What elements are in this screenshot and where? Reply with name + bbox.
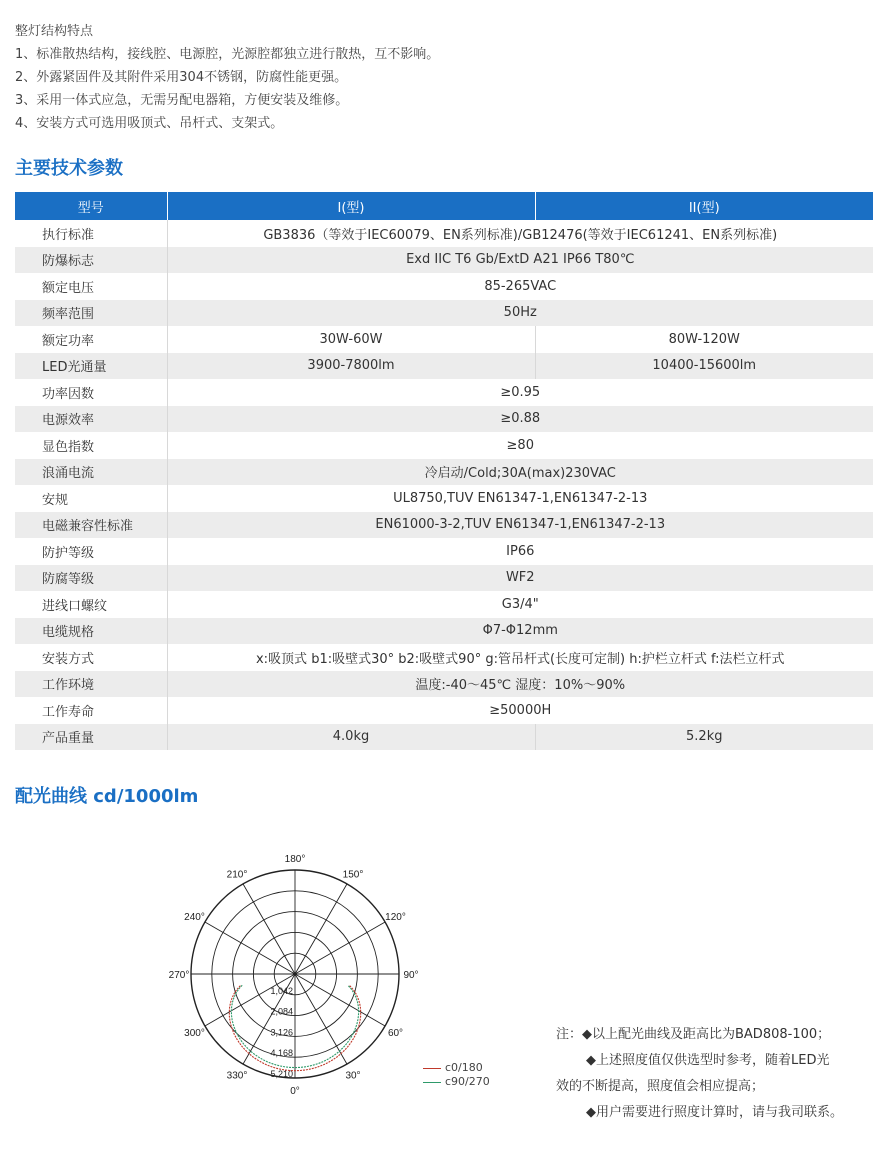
spec-label: 防护等级 [15,538,167,565]
spec-value: Φ7-Φ12mm [167,618,873,645]
spec-value: 50Hz [167,300,873,327]
radial-tick-label: 2,084 [270,1006,293,1017]
spec-label: 电磁兼容性标准 [15,512,167,539]
spec-row [15,326,873,353]
radial-tick-label: 3,126 [270,1027,293,1038]
spec-value: 85-265VAC [484,278,557,294]
spec-value: 冷启动/Cold;30A(max)230VAC [167,459,873,486]
spec-row [15,247,873,274]
spec-row [15,300,873,327]
spec-row [15,538,873,565]
spec-label: 防腐等级 [15,565,167,592]
legend-item-c90 [423,1075,490,1089]
spec-value: 4.0kg [167,724,535,751]
spec-label: 额定功率 [15,326,167,353]
spec-label: 功率因数 [15,379,167,406]
spec-value: Exd IIC T6 Gb/ExtD A21 IP66 T80℃ [167,247,873,274]
spec-label: 电源效率 [15,406,167,433]
polar-spoke [295,974,385,1026]
spec-row [15,432,873,459]
spec-value: IP66 [506,543,535,559]
spec-value: GB3836（等效于IEC60079、EN系列标准)/GB12476(等效于IEC61241、EN系列标准) [263,227,778,243]
spec-row [15,591,873,618]
spec-row [15,406,873,433]
spec-value: ≥80 [506,437,534,453]
spec-label: 进线口螺纹 [15,591,167,618]
spec-value: 5.2kg [535,724,873,751]
spec-row [15,671,873,698]
spec-header-row [15,192,873,220]
note-line: ◆上述照度值仅供选型时参考，随着LED光 [586,1053,830,1068]
spec-row [15,353,873,380]
specs-heading: 主要技术参数 [15,158,123,179]
spec-value: ≥0.95 [500,384,541,400]
polar-spoke [243,884,295,974]
spec-value: 3900-7800lm [167,353,535,380]
legend-item-c0 [423,1061,490,1075]
legend-label: c0/180 [445,1061,483,1074]
angle-tick-label: 300° [184,1028,205,1039]
legend-swatch [423,1068,441,1069]
polar-spoke [205,922,295,974]
spec-value: EN61000-3-2,TUV EN61347-1,EN61347-2-13 [167,512,873,539]
spec-row [15,220,873,247]
radial-tick-label: 1,042 [270,985,293,996]
angle-tick-label: 150° [342,869,364,881]
spec-label: 执行标准 [15,220,167,247]
spec-row [15,724,873,751]
spec-row [15,379,873,406]
angle-tick-label: 330° [226,1070,248,1082]
radial-tick-label: 5,210 [270,1069,293,1079]
spec-label: 电缆规格 [15,618,167,645]
spec-table [15,192,873,750]
polar-spoke [295,922,385,974]
angle-tick-label: 0° [290,1086,300,1097]
angle-tick-label: 270° [168,970,190,981]
header-type-2: II(型) [535,192,873,220]
polar-light-distribution-chart [168,854,430,1097]
spec-value: UL8750,TUV EN61347-1,EN61347-2-13 [393,490,648,506]
legend-label: c90/270 [445,1075,490,1088]
angle-tick-label: 30° [345,1070,361,1082]
spec-value: WF2 [167,565,873,592]
spec-label: 产品重量 [15,724,167,751]
note-line: 注：◆以上配光曲线及距高比为BAD808-100； [556,1027,831,1042]
intro-item: 3、采用一体式应急，无需另配电器箱，方便安装及维修。 [15,93,349,108]
spec-value: ≥50000H [489,702,552,718]
spec-value: 温度:-40～45℃ 湿度：10%～90% [167,671,873,698]
polar-spoke [295,974,347,1064]
intro-title: 整灯结构特点 [15,24,94,39]
spec-row [15,459,873,486]
angle-tick-label: 120° [385,912,406,923]
spec-label: 浪涌电流 [15,459,167,486]
spec-value: ≥0.88 [167,406,873,433]
curve-heading: 配光曲线 cd/1000lm [15,786,199,807]
angle-tick-label: 90° [403,970,419,981]
note-line: 效的不断提高，照度值会相应提高； [556,1079,765,1094]
spec-label: 安规 [15,485,167,512]
spec-row [15,512,873,539]
angle-tick-label: 180° [284,854,306,865]
intro-item: 4、安装方式可选用吸顶式、吊杆式、支架式。 [15,116,284,131]
intro-item: 2、外露紧固件及其附件采用304不锈钢，防腐性能更强。 [15,70,348,85]
spec-label: 显色指数 [15,432,167,459]
spec-label: 工作寿命 [15,697,167,724]
angle-tick-label: 60° [387,1028,404,1039]
angle-tick-label: 210° [226,869,248,881]
spec-value: G3/4" [501,596,539,612]
spec-label: LED光通量 [15,353,167,380]
spec-label: 安装方式 [15,644,167,671]
spec-row [15,565,873,592]
spec-row [15,618,873,645]
spec-label: 频率范围 [15,300,167,327]
spec-value: 10400-15600lm [535,353,873,380]
radial-tick-label: 4,168 [270,1048,293,1059]
intro-item: 1、标准散热结构，接线腔、电源腔，光源腔都独立进行散热，互不影响。 [15,47,440,62]
intro-section [15,20,439,135]
legend-swatch [423,1082,441,1083]
header-type-1: I(型) [167,192,535,220]
spec-row [15,273,873,300]
spec-row [15,644,873,671]
spec-row [15,485,873,512]
polar-spoke [205,974,295,1026]
spec-label: 防爆标志 [15,247,167,274]
polar-spoke [295,884,347,974]
spec-value: 80W-120W [535,326,873,353]
spec-value: 30W-60W [319,331,383,347]
curve-notes [556,1022,876,1126]
spec-value: x:吸顶式 b1:吸壁式30° b2:吸壁式90° g:管吊杆式(长度可定制) h:护栏立杆式 f:法栏立杆式 [255,651,785,667]
angle-tick-label: 240° [184,912,205,923]
spec-row [15,697,873,724]
spec-label: 工作环境 [15,671,167,698]
spec-label: 额定电压 [15,273,167,300]
note-line: ◆用户需要进行照度计算时，请与我司联系。 [586,1105,843,1120]
header-model: 型号 [15,192,167,220]
curve-legend [423,1061,490,1089]
